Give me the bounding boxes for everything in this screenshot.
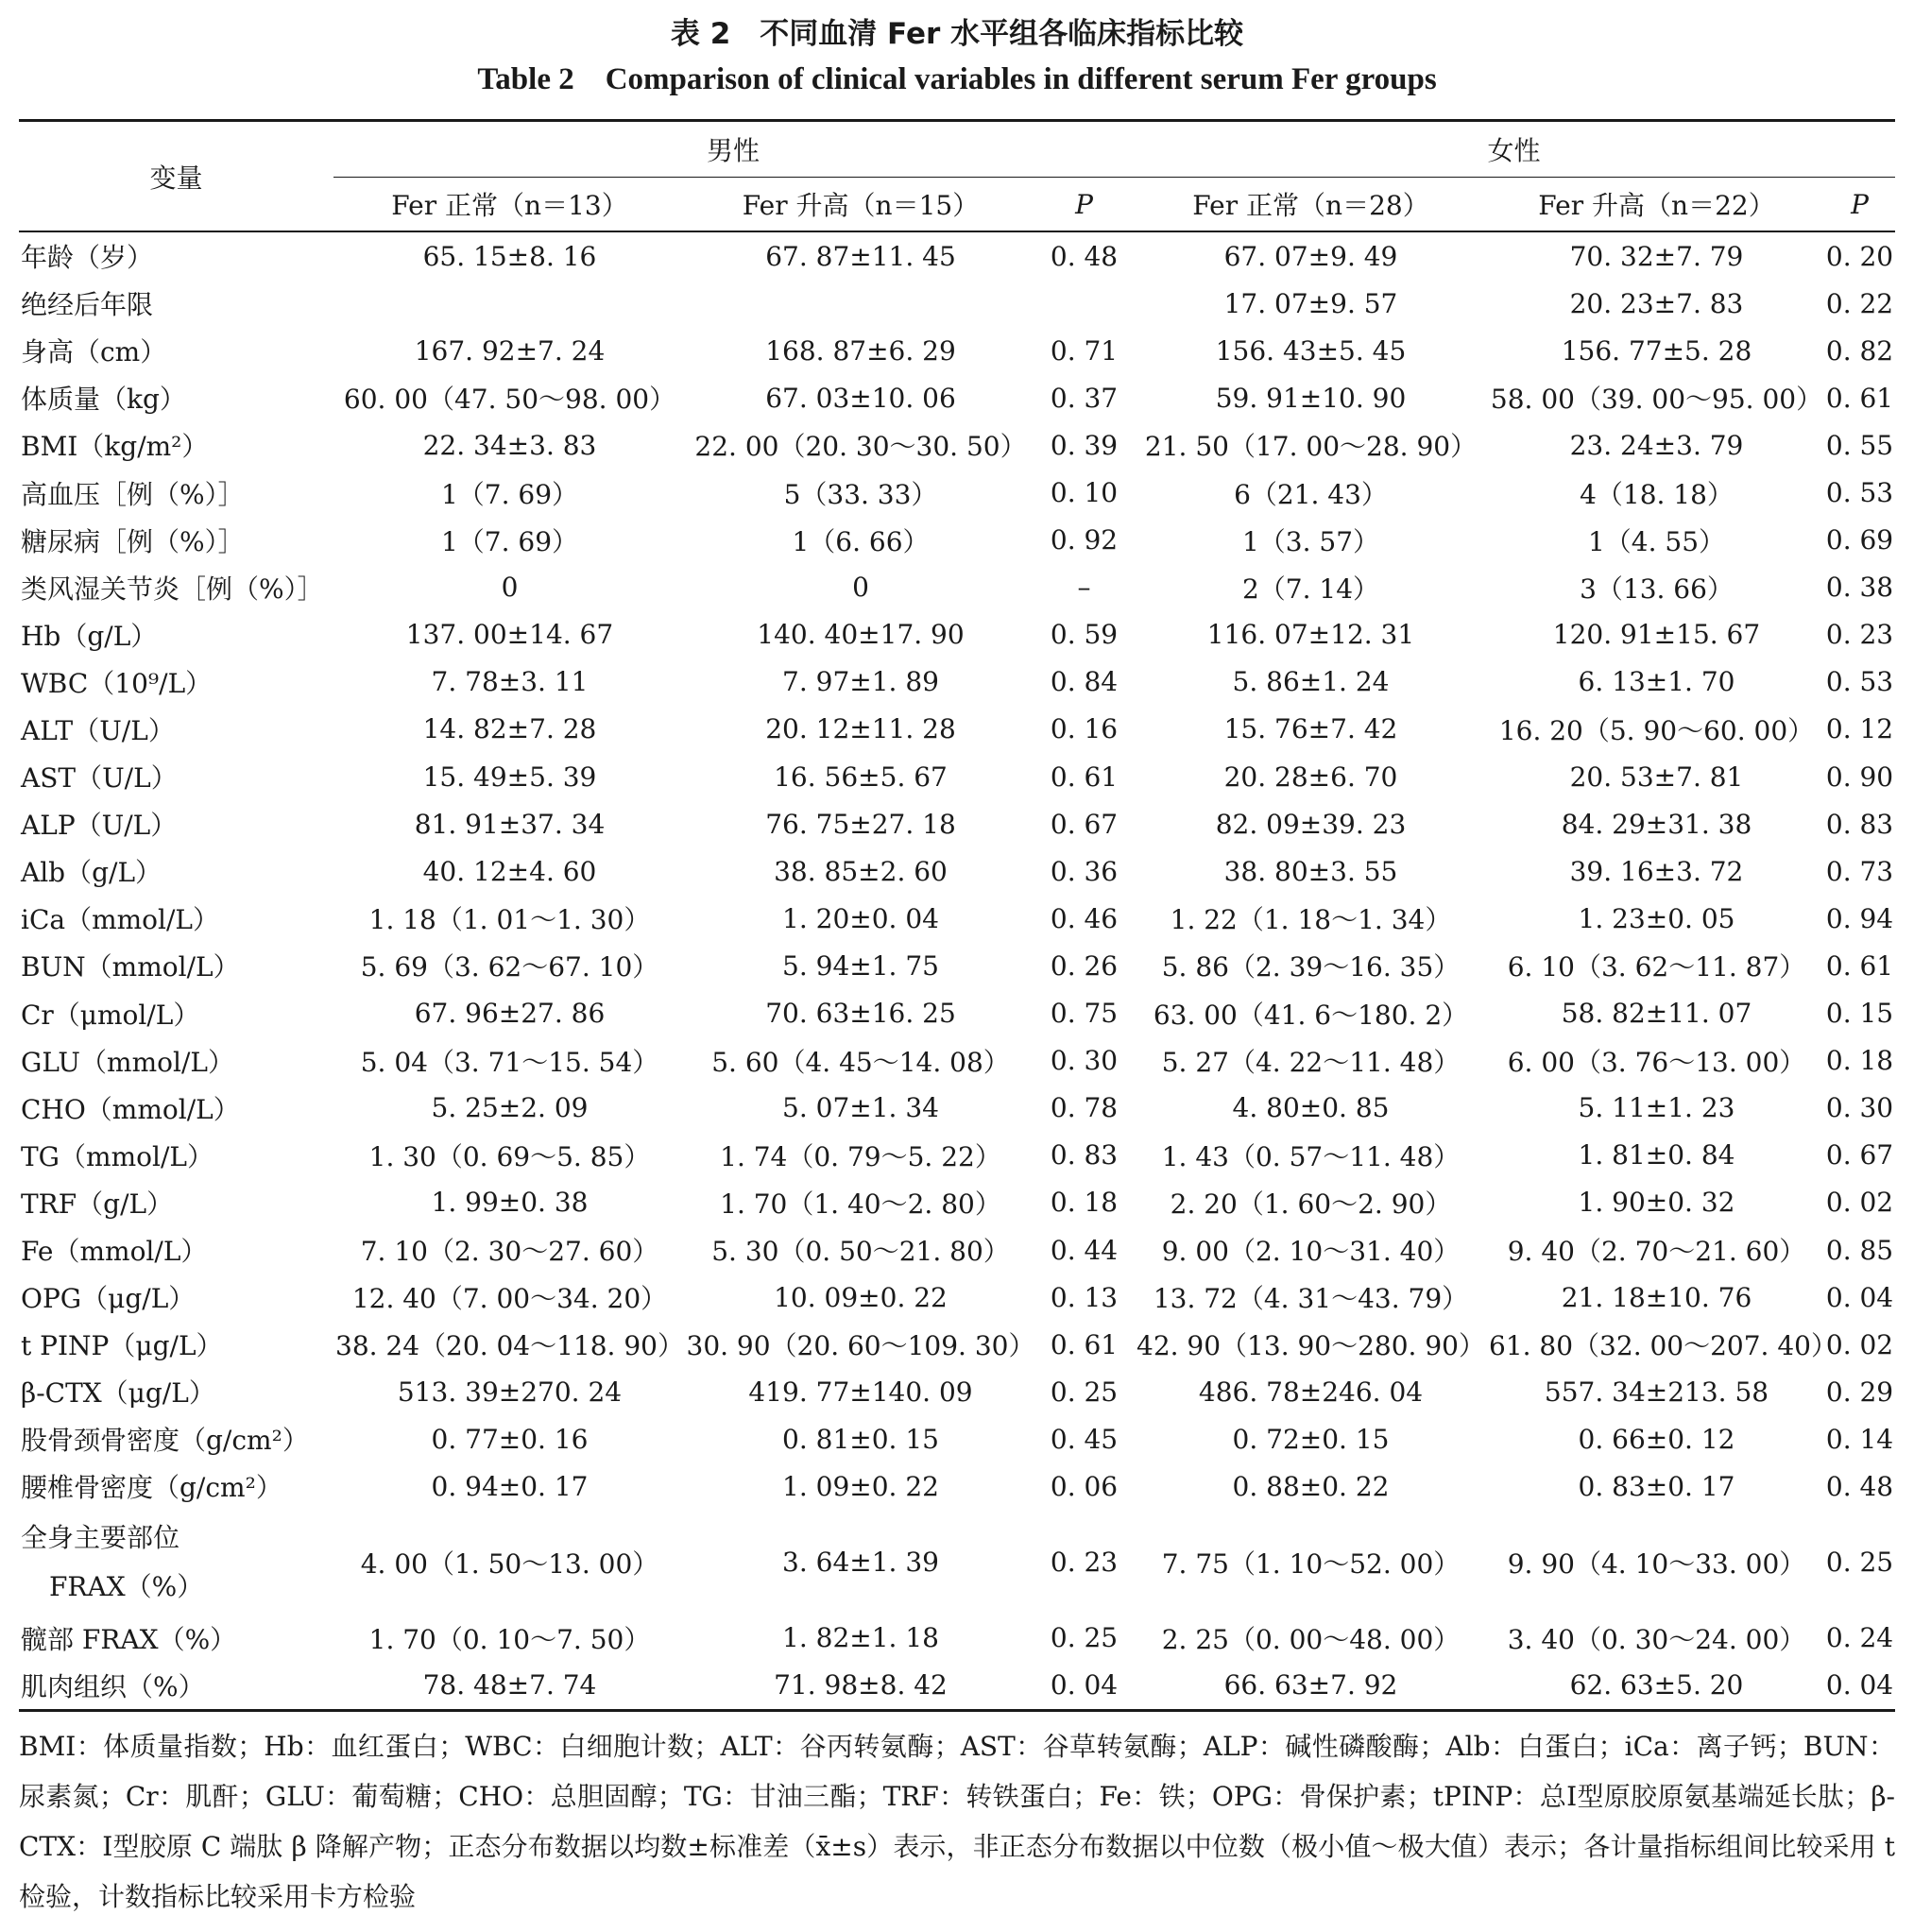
male-normal-cell: 1（7. 69） xyxy=(440,525,579,557)
male-high-cell: 10. 09±0. 22 xyxy=(774,1281,948,1313)
female-high-cell: 39. 16±3. 72 xyxy=(1569,855,1744,887)
female-normal-cell: 63. 00（41. 6～180. 2） xyxy=(1153,999,1469,1031)
male-normal-cell: 0. 77±0. 16 xyxy=(431,1423,589,1455)
variable-label-cell: 糖尿病［例（%）］ xyxy=(21,525,245,557)
table-row xyxy=(19,1615,1895,1662)
female-high-cell: 58. 82±11. 07 xyxy=(1561,998,1752,1030)
female-normal-cell: 13. 72（4. 31～43. 79） xyxy=(1153,1283,1469,1315)
male-high-cell: 1. 20±0. 04 xyxy=(782,902,939,934)
variable-label-cell: Fe（mmol/L） xyxy=(21,1236,208,1268)
female-p-cell: 0. 82 xyxy=(1825,334,1894,367)
male-high-cell: 1. 70（1. 40～2. 80） xyxy=(720,1188,1001,1220)
female-p-cell: 0. 53 xyxy=(1825,477,1894,509)
male-normal-cell: 1. 18（1. 01～1. 30） xyxy=(368,904,651,936)
table-row xyxy=(19,753,1895,800)
male-normal-cell: 137. 00±14. 67 xyxy=(405,619,614,651)
male-high-cell: 67. 03±10. 06 xyxy=(765,382,956,414)
female-p-cell: 0. 30 xyxy=(1825,1092,1894,1124)
female-high-cell: 3（13. 66） xyxy=(1580,573,1734,605)
male-normal-cell: 65. 15±8. 16 xyxy=(422,240,597,272)
female-high-cell: 0. 66±0. 12 xyxy=(1578,1423,1735,1455)
table-row xyxy=(19,1132,1895,1179)
female-p-cell: 0. 24 xyxy=(1825,1622,1894,1654)
variable-label-cell: CHO（mmol/L） xyxy=(21,1093,240,1125)
female-p-cell: 0. 85 xyxy=(1825,1234,1894,1266)
table-row xyxy=(19,847,1895,895)
male-p-cell: 0. 25 xyxy=(1050,1622,1119,1654)
male-high-cell: 16. 56±5. 67 xyxy=(774,761,948,793)
variable-label-cell: TRF（g/L） xyxy=(21,1188,174,1220)
female-high-cell: 6. 00（3. 76～13. 00） xyxy=(1507,1046,1806,1078)
variable-label-cell: BMI（kg/m²） xyxy=(21,431,209,463)
female-normal-cell: 1. 43（0. 57～11. 48） xyxy=(1161,1140,1461,1172)
variable-label-continued: FRAX（%） xyxy=(49,1570,204,1602)
table-footnote: BMI：体质量指数；Hb：血红蛋白；WBC：白细胞计数；ALT：谷丙转氨酶；AST：谷草转氨酶；ALP：碱性磷酸酶；Alb：白蛋白；iCa：离子钙；BUN：尿素氮；Cr：肌酐；GLU：葡萄糖；CHO：总胆固醇；TG：甘油三酯；TRF：转铁蛋白；Fe：铁；OPG：骨保护素；tPINP：总Ⅰ型原胶原氨基端延长肽；β-CTX：Ⅰ型胶原 C 端肽 β 降解产物；正态分布数据以均数±标准差（x̄±s）表示，非正态分布数据以中位数（极小值～极大值）表示；各计量指标组间比较采用 t 检验，计数指标比较采用卡方检验 xyxy=(19,1730,1895,1912)
male-normal-cell: 7. 78±3. 11 xyxy=(431,666,589,698)
female-high-cell: 21. 18±10. 76 xyxy=(1561,1281,1752,1313)
male-p-cell: 0. 67 xyxy=(1050,808,1119,840)
female-high-cell: 62. 63±5. 20 xyxy=(1489,1662,1824,1711)
variable-label-cell: 体质量（kg） xyxy=(21,384,186,416)
male-p-cell: 0. 23 xyxy=(1050,1547,1119,1579)
variable-label-cell xyxy=(19,1511,333,1615)
female-high-cell: 20. 23±7. 83 xyxy=(1569,287,1744,319)
table-row xyxy=(19,1368,1895,1415)
female-p-cell: 0. 61 xyxy=(1825,382,1894,414)
female-normal-cell: 486. 78±246. 04 xyxy=(1198,1376,1424,1408)
variable-label-cell: Cr（μmol/L） xyxy=(21,999,200,1031)
male-high-cell: 1. 82±1. 18 xyxy=(782,1622,939,1654)
male-p-cell: 0. 13 xyxy=(1050,1281,1119,1313)
variable-label-cell: WBC（10⁹/L） xyxy=(21,667,213,699)
table-row xyxy=(19,1415,1895,1462)
table-row xyxy=(19,1662,1895,1711)
male-p-cell: 0. 18 xyxy=(1050,1187,1119,1219)
female-high-cell: 9. 90（4. 10～33. 00） xyxy=(1507,1547,1806,1580)
variable-label-cell: AST（U/L） xyxy=(21,762,178,795)
female-high-cell: 156. 77±5. 28 xyxy=(1561,334,1752,367)
male-normal-cell: 513. 39±270. 24 xyxy=(397,1376,623,1408)
male-high-cell: 22. 00（20. 30～30. 50） xyxy=(694,431,1027,463)
female-p-cell: 0. 55 xyxy=(1825,429,1894,461)
male-p-cell: 0. 59 xyxy=(1050,619,1119,651)
table-row xyxy=(19,327,1895,374)
female-high-cell: 4（18. 18） xyxy=(1580,478,1734,510)
male-normal-cell: 5. 25±2. 09 xyxy=(431,1092,589,1124)
male-normal-cell: 5. 69（3. 62～67. 10） xyxy=(360,951,659,983)
female-p-cell: 0. 25 xyxy=(1825,1547,1894,1579)
table-row xyxy=(19,611,1895,658)
female-p-cell: 0. 83 xyxy=(1825,808,1894,840)
female-normal-cell: 15. 76±7. 42 xyxy=(1223,713,1398,745)
female-normal-cell: 156. 43±5. 45 xyxy=(1215,334,1407,367)
male-normal-cell: 12. 40（7. 00～34. 20） xyxy=(351,1283,668,1315)
variable-label-cell: ALP（U/L） xyxy=(21,810,178,842)
male-p-cell: 0. 06 xyxy=(1050,1470,1119,1502)
female-normal-cell: 5. 86（2. 39～16. 35） xyxy=(1161,951,1461,983)
female-high-cell: 84. 29±31. 38 xyxy=(1561,808,1752,840)
female-normal-cell: 1（3. 57） xyxy=(1241,525,1380,557)
male-high-cell: 0 xyxy=(852,572,869,604)
male-high-cell: 5. 07±1. 34 xyxy=(782,1092,939,1124)
male-p-cell: 0. 44 xyxy=(1050,1234,1119,1266)
header-male: 男性 xyxy=(333,121,1133,178)
female-p-cell: 0. 18 xyxy=(1825,1045,1894,1077)
header-female: 女性 xyxy=(1133,121,1895,178)
table-row xyxy=(19,1085,1895,1132)
header-male-high: Fer 升高（n＝15） xyxy=(686,178,1035,232)
variable-label-cell: β-CTX（μg/L） xyxy=(21,1377,215,1410)
table-row xyxy=(19,895,1895,942)
female-high-cell: 1. 81±0. 84 xyxy=(1578,1139,1735,1171)
male-high-cell: 5（33. 33） xyxy=(783,478,938,510)
female-normal-cell: 66. 63±7. 92 xyxy=(1133,1662,1489,1711)
table-row xyxy=(19,990,1895,1037)
header-female-normal: Fer 正常（n＝28） xyxy=(1133,178,1489,232)
table-row xyxy=(19,1321,1895,1368)
variable-label-cell: 类风湿关节炎［例（%）］ xyxy=(21,573,324,605)
male-normal-cell: 14. 82±7. 28 xyxy=(422,713,597,745)
table-row xyxy=(19,942,1895,989)
variable-label-cell: Alb（g/L） xyxy=(21,857,162,889)
male-high-cell: 3. 64±1. 39 xyxy=(782,1547,939,1579)
female-p-cell: 0. 29 xyxy=(1825,1376,1894,1408)
male-normal-cell: 78. 48±7. 74 xyxy=(333,1662,686,1711)
male-p-cell: 0. 10 xyxy=(1050,477,1119,509)
female-normal-cell: 5. 27（4. 22～11. 48） xyxy=(1161,1046,1461,1078)
male-p-cell: 0. 84 xyxy=(1050,666,1119,698)
male-high-cell: 419. 77±140. 09 xyxy=(748,1376,973,1408)
male-p-cell: – xyxy=(1077,572,1091,604)
male-p-cell xyxy=(1035,280,1133,327)
male-normal-cell: 81. 91±37. 34 xyxy=(414,808,606,840)
male-high-cell: 70. 63±16. 25 xyxy=(765,998,956,1030)
table-row xyxy=(19,280,1895,327)
female-high-cell: 61. 80（32. 00～207. 40） xyxy=(1489,1330,1837,1362)
variable-label-cell: t PINP（μg/L） xyxy=(21,1330,223,1362)
male-normal-cell: 67. 96±27. 86 xyxy=(414,998,606,1030)
female-normal-cell: 59. 91±10. 90 xyxy=(1215,382,1407,414)
female-normal-cell: 0. 88±0. 22 xyxy=(1232,1470,1390,1502)
male-high-cell: 67. 87±11. 45 xyxy=(765,240,956,272)
female-normal-cell: 21. 50（17. 00～28. 90） xyxy=(1144,431,1478,463)
female-p-cell: 0. 69 xyxy=(1825,524,1894,556)
variable-label-cell: 髋部 FRAX（%） xyxy=(21,1623,237,1655)
male-p-cell: 0. 30 xyxy=(1050,1045,1119,1077)
table-row xyxy=(19,800,1895,847)
female-high-cell: 5. 11±1. 23 xyxy=(1578,1092,1735,1124)
male-p-cell: 0. 75 xyxy=(1050,998,1119,1030)
male-p-cell: 0. 71 xyxy=(1050,334,1119,367)
table-row xyxy=(19,1274,1895,1321)
male-p-cell: 0. 16 xyxy=(1050,713,1119,745)
table-row xyxy=(19,1511,1895,1615)
table-row xyxy=(19,1037,1895,1085)
table-title-cn: 表 2 不同血清 Fer 水平组各临床指标比较 xyxy=(670,17,1244,51)
female-high-cell: 3. 40（0. 30～24. 00） xyxy=(1507,1623,1806,1655)
variable-label-cell: OPG（μg/L） xyxy=(21,1283,196,1315)
male-p-cell: 0. 04 xyxy=(1035,1662,1133,1711)
female-p-cell: 0. 73 xyxy=(1825,855,1894,887)
variable-label-cell: BUN（mmol/L） xyxy=(21,951,240,983)
male-high-cell: 5. 94±1. 75 xyxy=(782,949,939,982)
female-normal-cell: 1. 22（1. 18～1. 34） xyxy=(1170,904,1452,936)
female-p-cell: 0. 61 xyxy=(1825,949,1894,982)
male-normal-cell: 5. 04（3. 71～15. 54） xyxy=(360,1046,659,1078)
header-male-p: P xyxy=(1035,178,1133,232)
table-row xyxy=(19,231,1895,280)
male-normal-cell: 1. 70（0. 10～7. 50） xyxy=(368,1623,651,1655)
female-p-cell: 0. 23 xyxy=(1825,619,1894,651)
female-normal-cell: 7. 75（1. 10～52. 00） xyxy=(1161,1547,1461,1580)
table-title-en: Table 2 Comparison of clinical variables in different serum Fer groups xyxy=(477,62,1437,96)
female-p-cell: 0. 04 xyxy=(1824,1662,1895,1711)
female-high-cell: 58. 00（39. 00～95. 00） xyxy=(1490,384,1823,416)
comparison-table xyxy=(19,119,1895,1712)
male-normal-cell: 167. 92±7. 24 xyxy=(414,334,606,367)
female-high-cell: 1. 90±0. 32 xyxy=(1578,1187,1735,1219)
header-row-groups xyxy=(19,121,1895,178)
female-normal-cell: 0. 72±0. 15 xyxy=(1232,1423,1390,1455)
variable-label-cell: 高血压［例（%）］ xyxy=(21,478,245,510)
female-p-cell: 0. 22 xyxy=(1825,287,1894,319)
variable-label: 全身主要部位 xyxy=(21,1521,180,1553)
male-high-cell: 1（6. 66） xyxy=(792,525,930,557)
female-high-cell: 1. 23±0. 05 xyxy=(1578,902,1735,934)
table-row xyxy=(19,517,1895,564)
female-p-cell: 0. 02 xyxy=(1825,1187,1894,1219)
header-male-normal: Fer 正常（n＝13） xyxy=(333,178,686,232)
male-normal-cell: 7. 10（2. 30～27. 60） xyxy=(360,1236,659,1268)
variable-label-cell: GLU（mmol/L） xyxy=(21,1046,234,1078)
female-p-cell: 0. 53 xyxy=(1825,666,1894,698)
female-p-cell: 0. 12 xyxy=(1825,713,1894,745)
female-normal-cell: 2. 25（0. 00～48. 00） xyxy=(1161,1623,1461,1655)
male-normal-cell: 1（7. 69） xyxy=(440,478,579,510)
female-high-cell: 20. 53±7. 81 xyxy=(1569,761,1744,793)
header-variable: 变量 xyxy=(19,121,333,232)
table-row xyxy=(19,1462,1895,1510)
female-normal-cell: 67. 07±9. 49 xyxy=(1223,240,1398,272)
male-normal-cell: 60. 00（47. 50～98. 00） xyxy=(343,384,676,416)
header-female-high: Fer 升高（n＝22） xyxy=(1489,178,1824,232)
male-normal-cell: 0 xyxy=(501,572,519,604)
table-row xyxy=(19,374,1895,421)
variable-label-cell: 身高（cm） xyxy=(21,336,167,368)
variable-label-cell: 股骨颈骨密度（g/cm²） xyxy=(21,1425,309,1457)
table-row xyxy=(19,658,1895,706)
female-p-cell: 0. 67 xyxy=(1825,1139,1894,1171)
male-high-cell: 5. 30（0. 50～21. 80） xyxy=(711,1236,1010,1268)
male-high-cell: 168. 87±6. 29 xyxy=(765,334,956,367)
male-p-cell: 0. 48 xyxy=(1050,240,1119,272)
male-p-cell: 0. 78 xyxy=(1050,1092,1119,1124)
male-p-cell: 0. 36 xyxy=(1050,855,1119,887)
female-high-cell: 1（4. 55） xyxy=(1587,525,1726,557)
female-normal-cell: 116. 07±12. 31 xyxy=(1206,619,1415,651)
table-body xyxy=(19,231,1895,1710)
header-female-p: P xyxy=(1824,178,1895,232)
male-high-cell xyxy=(686,280,1035,327)
female-normal-cell: 82. 09±39. 23 xyxy=(1215,808,1407,840)
male-normal-cell: 1. 30（0. 69～5. 85） xyxy=(368,1140,651,1172)
female-normal-cell: 42. 90（13. 90～280. 90） xyxy=(1136,1330,1485,1362)
female-p-cell: 0. 02 xyxy=(1825,1328,1894,1360)
male-high-cell: 5. 60（4. 45～14. 08） xyxy=(711,1046,1010,1078)
male-high-cell: 20. 12±11. 28 xyxy=(765,713,956,745)
table-row xyxy=(19,1226,1895,1274)
variable-label-cell: 肌肉组织（%） xyxy=(19,1662,333,1711)
female-high-cell: 557. 34±213. 58 xyxy=(1544,1376,1769,1408)
female-p-cell: 0. 90 xyxy=(1825,761,1894,793)
male-normal-cell: 0. 94±0. 17 xyxy=(431,1470,589,1502)
female-high-cell: 6. 10（3. 62～11. 87） xyxy=(1507,951,1806,983)
male-normal-cell: 40. 12±4. 60 xyxy=(422,855,597,887)
female-p-cell: 0. 04 xyxy=(1825,1281,1894,1313)
variable-label-cell: iCa（mmol/L） xyxy=(21,904,220,936)
male-p-cell: 0. 92 xyxy=(1050,524,1119,556)
female-normal-cell: 2（7. 14） xyxy=(1241,573,1380,605)
female-p-cell: 0. 20 xyxy=(1825,240,1894,272)
female-p-cell: 0. 15 xyxy=(1825,998,1894,1030)
male-normal-cell: 38. 24（20. 04～118. 90） xyxy=(335,1330,684,1362)
variable-label-cell: 绝经后年限 xyxy=(21,289,154,321)
male-p-cell: 0. 45 xyxy=(1050,1423,1119,1455)
male-p-cell: 0. 83 xyxy=(1050,1139,1119,1171)
female-high-cell: 120. 91±15. 67 xyxy=(1552,619,1761,651)
female-p-cell: 0. 94 xyxy=(1825,902,1894,934)
male-high-cell: 76. 75±27. 18 xyxy=(765,808,956,840)
female-p-cell: 0. 48 xyxy=(1825,1470,1894,1502)
variable-label-cell: TG（mmol/L） xyxy=(21,1140,214,1172)
female-high-cell: 6. 13±1. 70 xyxy=(1578,666,1735,698)
male-normal-cell xyxy=(333,280,686,327)
female-normal-cell: 38. 80±3. 55 xyxy=(1223,855,1398,887)
male-p-cell: 0. 61 xyxy=(1050,761,1119,793)
female-high-cell: 9. 40（2. 70～21. 60） xyxy=(1507,1236,1806,1268)
variable-label-cell: 腰椎骨密度（g/cm²） xyxy=(21,1472,282,1504)
variable-label-cell: 年龄（岁） xyxy=(21,242,154,274)
table-page xyxy=(19,13,1895,1922)
table-row xyxy=(19,564,1895,611)
male-p-cell: 0. 37 xyxy=(1050,382,1119,414)
female-high-cell: 16. 20（5. 90～60. 00） xyxy=(1498,714,1815,746)
male-high-cell: 30. 90（20. 60～109. 30） xyxy=(686,1330,1035,1362)
male-high-cell: 1. 09±0. 22 xyxy=(782,1470,939,1502)
female-normal-cell: 2. 20（1. 60～2. 90） xyxy=(1170,1188,1452,1220)
male-normal-cell: 1. 99±0. 38 xyxy=(431,1187,589,1219)
male-normal-cell: 4. 00（1. 50～13. 00） xyxy=(360,1547,659,1580)
female-normal-cell: 5. 86±1. 24 xyxy=(1232,666,1390,698)
male-p-cell: 0. 46 xyxy=(1050,902,1119,934)
female-high-cell: 23. 24±3. 79 xyxy=(1569,429,1744,461)
variable-label-cell: ALT（U/L） xyxy=(21,714,175,746)
male-high-cell: 0. 81±0. 15 xyxy=(782,1423,939,1455)
female-p-cell: 0. 14 xyxy=(1825,1423,1894,1455)
male-p-cell: 0. 25 xyxy=(1050,1376,1119,1408)
table-row xyxy=(19,706,1895,753)
male-p-cell: 0. 61 xyxy=(1050,1328,1119,1360)
male-normal-cell: 15. 49±5. 39 xyxy=(422,761,597,793)
male-p-cell: 0. 39 xyxy=(1050,429,1119,461)
male-high-cell: 71. 98±8. 42 xyxy=(686,1662,1035,1711)
variable-label-cell: Hb（g/L） xyxy=(21,620,158,652)
table-row xyxy=(19,421,1895,469)
male-normal-cell: 22. 34±3. 83 xyxy=(422,429,597,461)
table-row xyxy=(19,1179,1895,1226)
female-p-cell: 0. 38 xyxy=(1825,572,1894,604)
female-normal-cell: 17. 07±9. 57 xyxy=(1223,287,1398,319)
male-high-cell: 1. 74（0. 79～5. 22） xyxy=(720,1140,1001,1172)
female-high-cell: 70. 32±7. 79 xyxy=(1569,240,1744,272)
female-normal-cell: 4. 80±0. 85 xyxy=(1232,1092,1390,1124)
female-normal-cell: 9. 00（2. 10～31. 40） xyxy=(1161,1236,1461,1268)
male-high-cell: 38. 85±2. 60 xyxy=(774,855,948,887)
female-normal-cell: 20. 28±6. 70 xyxy=(1223,761,1398,793)
female-high-cell: 0. 83±0. 17 xyxy=(1578,1470,1735,1502)
male-high-cell: 7. 97±1. 89 xyxy=(782,666,939,698)
male-high-cell: 140. 40±17. 90 xyxy=(757,619,965,651)
female-normal-cell: 6（21. 43） xyxy=(1234,478,1388,510)
male-p-cell: 0. 26 xyxy=(1050,949,1119,982)
table-row xyxy=(19,469,1895,516)
